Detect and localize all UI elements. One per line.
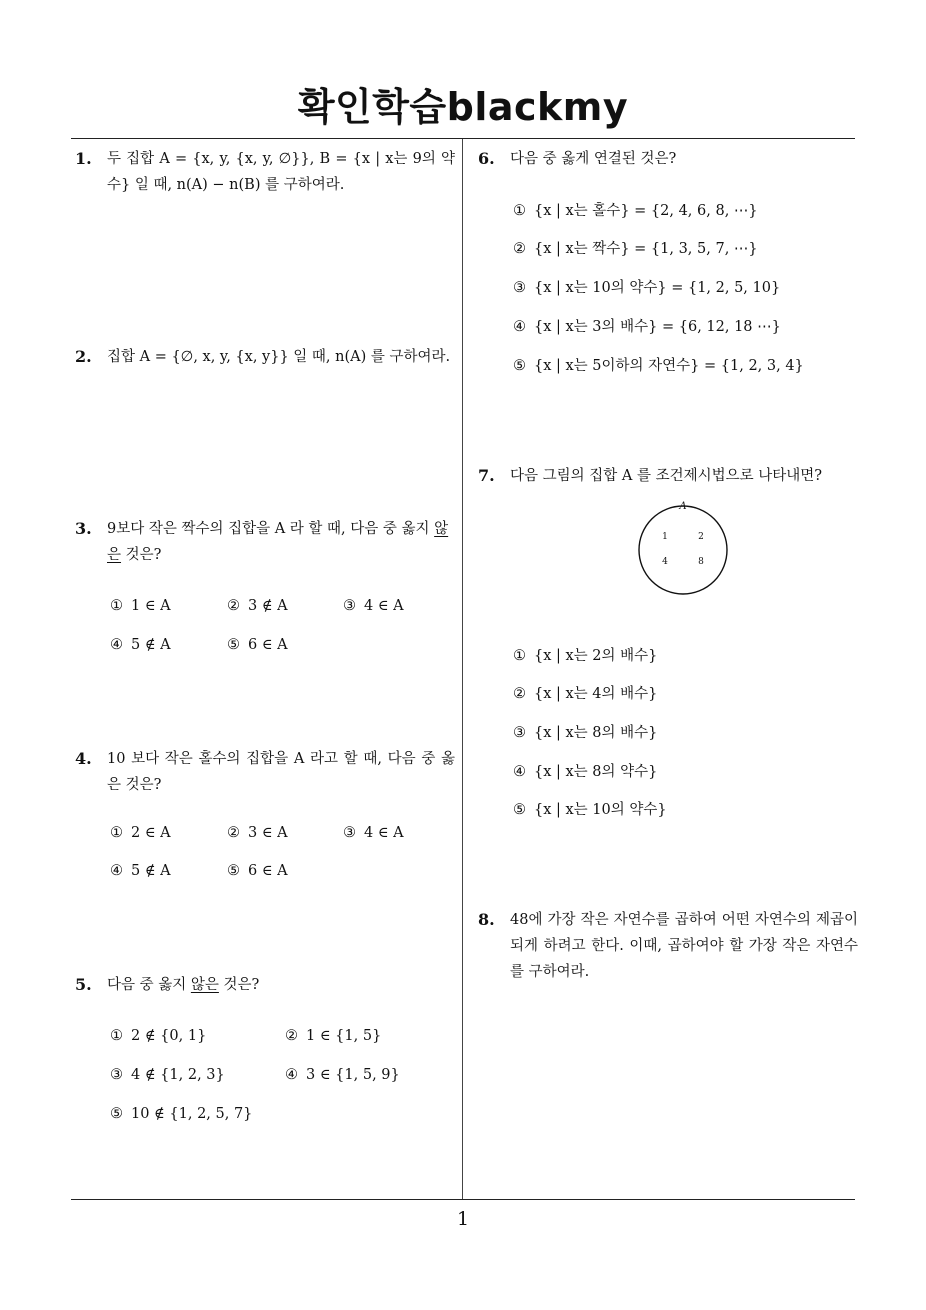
q3-option-2[interactable]: ② 3 ∉ A (227, 598, 288, 614)
venn-element: 4 (662, 557, 668, 567)
question-2 (75, 344, 455, 370)
page-title: 확인학습blackmy (297, 85, 629, 129)
q7-option-5[interactable]: ⑤ {x | x는 10의 약수} (513, 802, 667, 818)
q3-option-4[interactable]: ④ 5 ∉ A (110, 637, 171, 653)
q6-option-2[interactable]: ② {x | x는 짝수} = {1, 3, 5, 7, ⋯} (513, 241, 758, 257)
question-4 (75, 746, 455, 798)
question-8 (478, 907, 858, 985)
question-number: 8. (478, 910, 495, 929)
q3-option-1[interactable]: ① 1 ∈ A (110, 598, 171, 614)
q3-option-5[interactable]: ⑤ 6 ∈ A (227, 637, 288, 653)
bottom-rule (71, 1199, 855, 1200)
emphasis-underline: 않은 (190, 977, 219, 993)
q5-option-2[interactable]: ② 1 ∈ {1, 5} (285, 1028, 382, 1044)
q3-option-3[interactable]: ③ 4 ∈ A (343, 598, 404, 614)
question-text: 다음 중 옳지 않은 것은? (107, 977, 260, 993)
set-a-circle (639, 506, 727, 594)
question-number: 7. (478, 466, 495, 485)
question-number: 2. (75, 347, 92, 366)
column-divider (462, 139, 463, 1200)
q5-option-1[interactable]: ① 2 ∉ {0, 1} (110, 1028, 207, 1044)
q6-option-1[interactable]: ① {x | x는 홀수} = {2, 4, 6, 8, ⋯} (513, 203, 758, 219)
q5-option-5[interactable]: ⑤ 10 ∉ {1, 2, 5, 7} (110, 1106, 253, 1122)
question-3 (75, 516, 455, 568)
question-1 (75, 146, 455, 198)
question-text: 두 집합 A = {x, y, {x, y, ∅}}, B = {x | x는 9의 약수} 일 때, n(A) − n(B) 를 구하여라. (107, 151, 455, 193)
venn-element: 2 (698, 532, 704, 542)
q6-option-4[interactable]: ④ {x | x는 3의 배수} = {6, 12, 18 ⋯} (513, 319, 781, 335)
top-rule (71, 138, 855, 139)
q4-option-5[interactable]: ⑤ 6 ∈ A (227, 863, 288, 879)
question-text: 다음 중 옳게 연결된 것은? (510, 151, 677, 167)
page-number: 1 (456, 1208, 470, 1230)
question-text: 다음 그림의 집합 A 를 조건제시법으로 나타내면? (510, 468, 823, 484)
q7-option-1[interactable]: ① {x | x는 2의 배수} (513, 648, 658, 664)
question-text: 집합 A = {∅, x, y, {x, y}} 일 때, n(A) 를 구하여라. (107, 349, 451, 365)
q7-option-3[interactable]: ③ {x | x는 8의 배수} (513, 725, 658, 741)
question-number: 3. (75, 519, 92, 538)
question-text: 10 보다 작은 홀수의 집합을 A 라고 할 때, 다음 중 옳은 것은? (107, 751, 455, 793)
q5-option-4[interactable]: ④ 3 ∈ {1, 5, 9} (285, 1067, 400, 1083)
venn-element: 8 (698, 557, 704, 567)
emphasis-underline: 않은 (107, 521, 449, 563)
question-number: 5. (75, 975, 92, 994)
venn-element: 1 (662, 532, 668, 542)
q4-option-2[interactable]: ② 3 ∈ A (227, 825, 288, 841)
question-6 (478, 146, 858, 172)
q4-option-4[interactable]: ④ 5 ∉ A (110, 863, 171, 879)
q5-option-3[interactable]: ③ 4 ∉ {1, 2, 3} (110, 1067, 225, 1083)
question-7 (478, 463, 858, 489)
q6-option-3[interactable]: ③ {x | x는 10의 약수} = {1, 2, 5, 10} (513, 280, 781, 296)
question-text: 48에 가장 작은 자연수를 곱하여 어떤 자연수의 제곱이 되게 하려고 한다. 이때, 곱하여야 할 가장 작은 자연수를 구하여라. (510, 912, 858, 980)
q7-option-2[interactable]: ② {x | x는 4의 배수} (513, 686, 658, 702)
question-number: 1. (75, 149, 92, 168)
question-number: 4. (75, 749, 92, 768)
question-5 (75, 972, 455, 998)
q4-option-3[interactable]: ③ 4 ∈ A (343, 825, 404, 841)
venn-diagram (637, 500, 731, 600)
question-number: 6. (478, 149, 495, 168)
q6-option-5[interactable]: ⑤ {x | x는 5이하의 자연수} = {1, 2, 3, 4} (513, 358, 804, 374)
q4-option-1[interactable]: ① 2 ∈ A (110, 825, 171, 841)
question-text: 9보다 작은 짝수의 집합을 A 라 할 때, 다음 중 옳지 않은 것은? (107, 521, 449, 563)
set-a-label: A (679, 501, 687, 512)
q7-option-4[interactable]: ④ {x | x는 8의 약수} (513, 764, 658, 780)
